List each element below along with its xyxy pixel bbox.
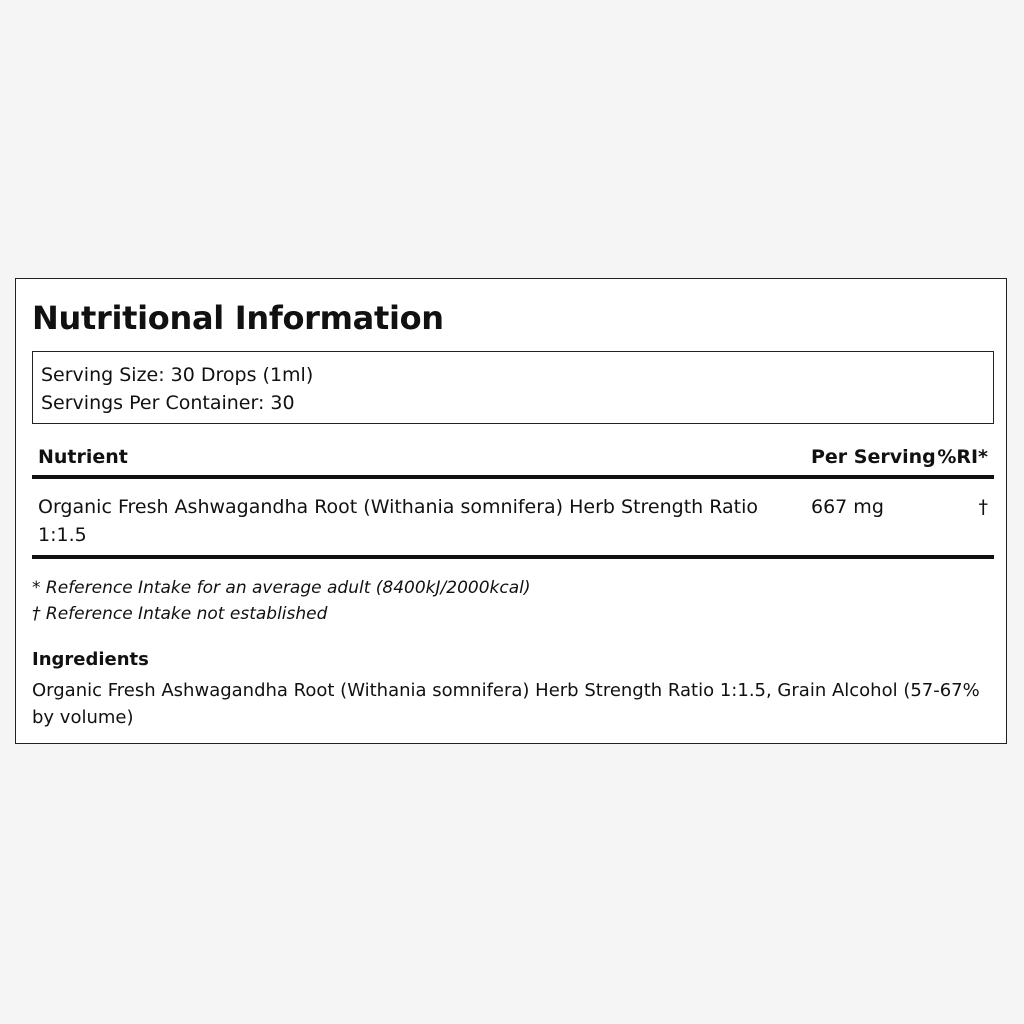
serving-size: Serving Size: 30 Drops (1ml) bbox=[41, 364, 314, 386]
servings-per-container: Servings Per Container: 30 bbox=[41, 392, 295, 414]
footnote-not-established: † Reference Intake not established bbox=[32, 604, 328, 624]
serving-info-box bbox=[32, 351, 994, 424]
ingredients-heading: Ingredients bbox=[32, 649, 149, 670]
nutrition-panel bbox=[15, 278, 1007, 744]
row-per-serving: 667 mg bbox=[811, 496, 884, 518]
nutrient-table bbox=[32, 439, 994, 559]
footnote-reference-intake: * Reference Intake for an average adult (8400kJ/2000kcal) bbox=[32, 578, 531, 598]
table-row bbox=[32, 479, 994, 559]
row-nutrient-name: Organic Fresh Ashwagandha Root (Withania somnifera) Herb Strength Ratio 1:1.5 bbox=[38, 496, 759, 546]
footnotes bbox=[32, 575, 531, 627]
ingredients-text: Organic Fresh Ashwagandha Root (Withania somnifera) Herb Strength Ratio 1:1.5, Grain Alcohol (57-67% by volume) bbox=[32, 680, 980, 728]
header-nutrient: Nutrient bbox=[38, 446, 128, 468]
header-per-serving: Per Serving bbox=[811, 446, 936, 468]
row-ri: † bbox=[978, 496, 988, 518]
table-header bbox=[32, 439, 994, 479]
panel-title: Nutritional Information bbox=[32, 299, 444, 337]
header-ri: %RI* bbox=[937, 446, 988, 468]
